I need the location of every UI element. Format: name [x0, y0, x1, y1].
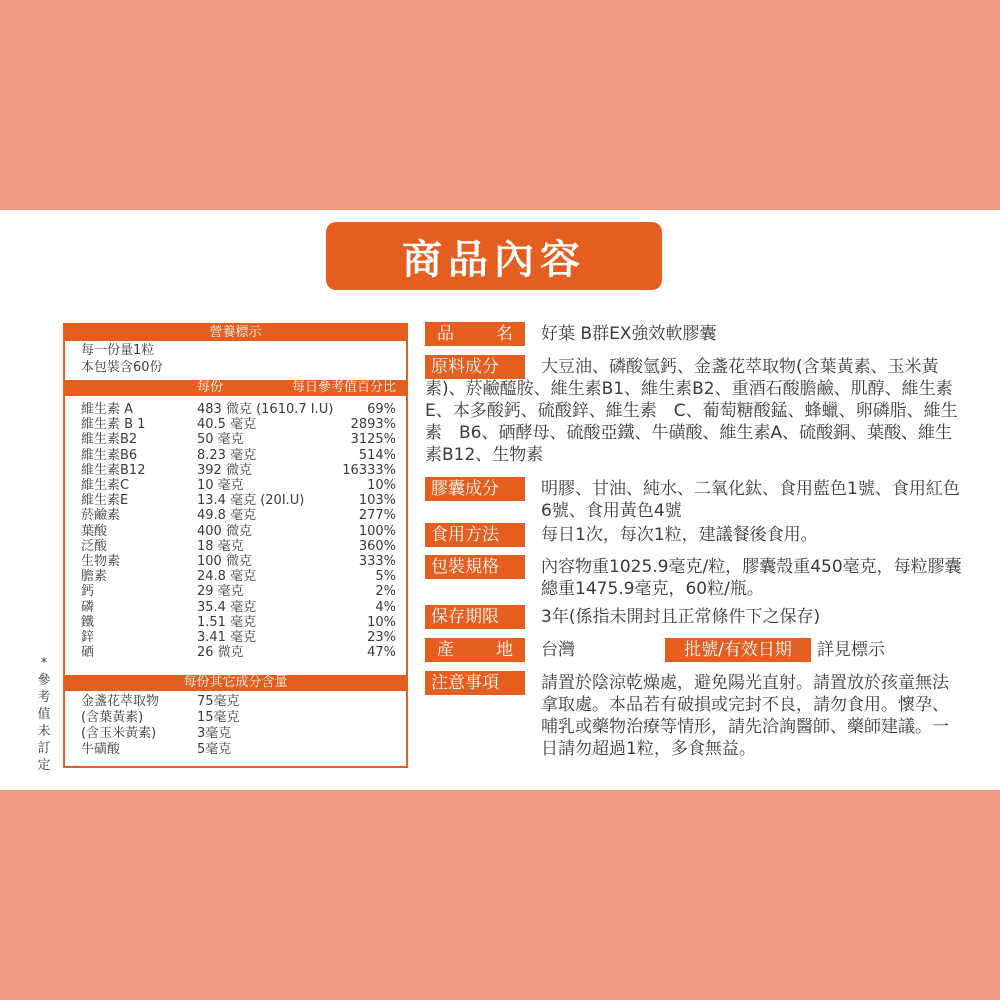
usage-text: 每日1次，每次1粒，建議餐後食用。 [541, 525, 818, 545]
label-usage: 食用方法 [425, 523, 525, 547]
notes-text: 請置於陰涼乾燥處，避免陽光直射。請置放於孩童無法拿取處。本品若有破損或完封不良，請勿食用。懷孕、哺乳或藥物治療等情形，請先洽詢醫師、藥師建議。一日請勿超過1粒，多食無益。 [541, 673, 949, 759]
nutrition-row [65, 554, 406, 569]
nutrition-amount: 35.4 毫克 [197, 599, 257, 615]
nutrition-amount: 1.51 毫克 [197, 614, 257, 630]
batch-text: 詳見標示 [817, 640, 885, 660]
nutrition-name: 維生素C [81, 478, 130, 493]
nutrition-pct: 5% [375, 569, 396, 585]
nutrition-amount: 100 微克 [197, 554, 252, 569]
nutrition-row [65, 645, 406, 660]
nutrition-panel [63, 323, 408, 768]
label-product-name: 品 名 [425, 322, 525, 346]
nutrition-name: 泛酸 [81, 538, 108, 554]
nutrition-amount: 18 毫克 [197, 538, 244, 554]
nutrition-pct: 4% [375, 599, 396, 615]
other-ingredient-row [65, 694, 406, 710]
nutrition-amount: 24.8 毫克 [197, 569, 257, 585]
nutrition-amount: 13.4 毫克 (20I.U) [197, 493, 305, 509]
nutrition-row [65, 432, 406, 447]
nutrition-name: 維生素B6 [81, 447, 138, 463]
label-capsule: 膠囊成分 [425, 477, 525, 501]
shelf-life-text: 3年(係指未開封且正常條件下之保存) [541, 607, 821, 627]
other-name: (含葉黃素) [81, 710, 144, 725]
nutrition-pct: 2893% [350, 417, 396, 433]
nutrition-name: 維生素 A [81, 402, 134, 417]
other-name: (含玉米黃素) [81, 726, 157, 741]
nutrition-row [65, 448, 406, 463]
nutrition-pct: 10% [367, 614, 396, 630]
label-batch: 批號/有效日期 [665, 638, 811, 662]
other-amount: 15毫克 [197, 710, 240, 725]
page-title: 商品內容 [326, 222, 662, 290]
nutrition-amount: 40.5 毫克 [197, 417, 257, 433]
nutrition-name: 膽素 [81, 569, 108, 585]
nutrition-name: 維生素B2 [81, 432, 138, 448]
nutrition-row [65, 402, 406, 417]
nutrition-amount: 50 毫克 [197, 432, 244, 448]
nutrition-amount: 10 毫克 [197, 478, 244, 493]
nutrition-row [65, 600, 406, 615]
other-ingredient-row [65, 710, 406, 726]
nutrition-row [65, 417, 406, 432]
nutrition-name: 磷 [81, 599, 95, 615]
nutrition-pct: 333% [358, 554, 396, 569]
product-name: 好葉 B群EX強效軟膠囊 [541, 324, 717, 344]
nutrition-pct: 23% [367, 630, 396, 645]
nutrition-name: 鐵 [81, 614, 95, 630]
nutrition-row [65, 615, 406, 630]
nutrition-amount: 26 微克 [197, 645, 244, 661]
nutrition-pct: 100% [358, 523, 396, 539]
nutrition-row [65, 584, 406, 599]
bottom-band [0, 790, 1000, 1000]
nutrition-amount: 8.23 毫克 [197, 447, 257, 463]
other-amount: 3毫克 [197, 726, 232, 741]
label-ingredients: 原料成分 [425, 355, 525, 379]
nutrition-pct: 103% [358, 493, 396, 509]
nutrition-row [65, 539, 406, 554]
nutrition-amount: 400 微克 [197, 523, 252, 539]
nutrition-pct: 69% [367, 402, 396, 417]
nutrition-name: 鈣 [81, 584, 95, 600]
label-shelf-life: 保存期限 [425, 605, 525, 629]
package-text: 內容物重1025.9毫克/粒，膠囊殼重450毫克，每粒膠囊總重1475.9毫克，60粒/瓶。 [541, 557, 962, 599]
nutrition-name: 硒 [81, 645, 95, 661]
col-daily-pct: 每日參考值百分比 [291, 380, 396, 395]
side-note: *參考值未訂定 [37, 656, 51, 773]
nutrition-name: 維生素E [81, 493, 129, 509]
serving-size: 每一份量1粒 [81, 343, 155, 358]
nutrition-name: 鋅 [81, 630, 95, 645]
nutrition-row [65, 463, 406, 478]
nutrition-row [65, 478, 406, 493]
nutrition-row [65, 508, 406, 523]
nutrition-name: 菸鹼素 [81, 508, 121, 524]
nutrition-amount: 29 毫克 [197, 584, 244, 600]
nutrition-pct: 10% [367, 478, 396, 493]
other-ingredient-row [65, 742, 406, 758]
nutrition-pct: 2% [375, 584, 396, 600]
nutrition-amount: 483 微克 (1610.7 I.U) [197, 402, 334, 417]
nutrition-pct: 277% [358, 508, 396, 524]
other-name: 金盞花萃取物 [81, 694, 160, 709]
nutrition-row [65, 524, 406, 539]
label-origin: 產 地 [425, 638, 525, 662]
label-notes: 注意事項 [425, 671, 525, 695]
col-per-serving: 每份 [197, 380, 224, 395]
nutrition-pct: 16333% [342, 462, 396, 478]
nutrition-name: 葉酸 [81, 523, 108, 539]
other-ingredient-row [65, 726, 406, 742]
other-amount: 5毫克 [197, 742, 232, 757]
nutrition-pct: 514% [358, 447, 396, 463]
nutrition-row [65, 569, 406, 584]
label-package: 包裝規格 [425, 555, 525, 579]
capsule-text: 明膠、甘油、純水、二氧化鈦、食用藍色1號、食用紅色6號、食用黃色4號 [541, 479, 960, 521]
nutrition-pct: 3125% [350, 432, 396, 448]
nutrition-header: 營養標示 [65, 325, 406, 341]
origin-text: 台灣 [541, 640, 575, 660]
nutrition-row [65, 493, 406, 508]
nutrition-column-header [65, 380, 406, 396]
nutrition-row [65, 630, 406, 645]
nutrition-pct: 360% [358, 538, 396, 554]
nutrition-pct: 47% [367, 645, 396, 661]
nutrition-name: 生物素 [81, 554, 121, 569]
other-ingredients-header: 每份其它成分含量 [65, 675, 406, 691]
nutrition-amount: 392 微克 [197, 462, 252, 478]
other-name: 牛磺酸 [81, 742, 121, 757]
top-band [0, 0, 1000, 210]
nutrition-name: 維生素 B 1 [81, 417, 146, 433]
nutrition-amount: 49.8 毫克 [197, 508, 257, 524]
ingredients-text: 大豆油、磷酸氫鈣、金盞花萃取物(含葉黃素、玉米黃素)、菸鹼醯胺、維生素B1、維生素B2、重酒石酸膽鹼、肌醇、維生素E、本多酸鈣、硫酸鋅、維生素 C、葡萄糖酸錳、蜂蠟、卵磷脂、維生素 B6、硒酵母、硫酸亞鐵、牛磺酸、維生素A、硫酸銅、葉酸、維生素B12、生物素 [425, 357, 958, 465]
nutrition-amount: 3.41 毫克 [197, 630, 257, 645]
nutrition-name: 維生素B12 [81, 462, 146, 478]
other-amount: 75毫克 [197, 694, 240, 709]
servings-per-pack: 本包裝含60份 [81, 360, 163, 375]
